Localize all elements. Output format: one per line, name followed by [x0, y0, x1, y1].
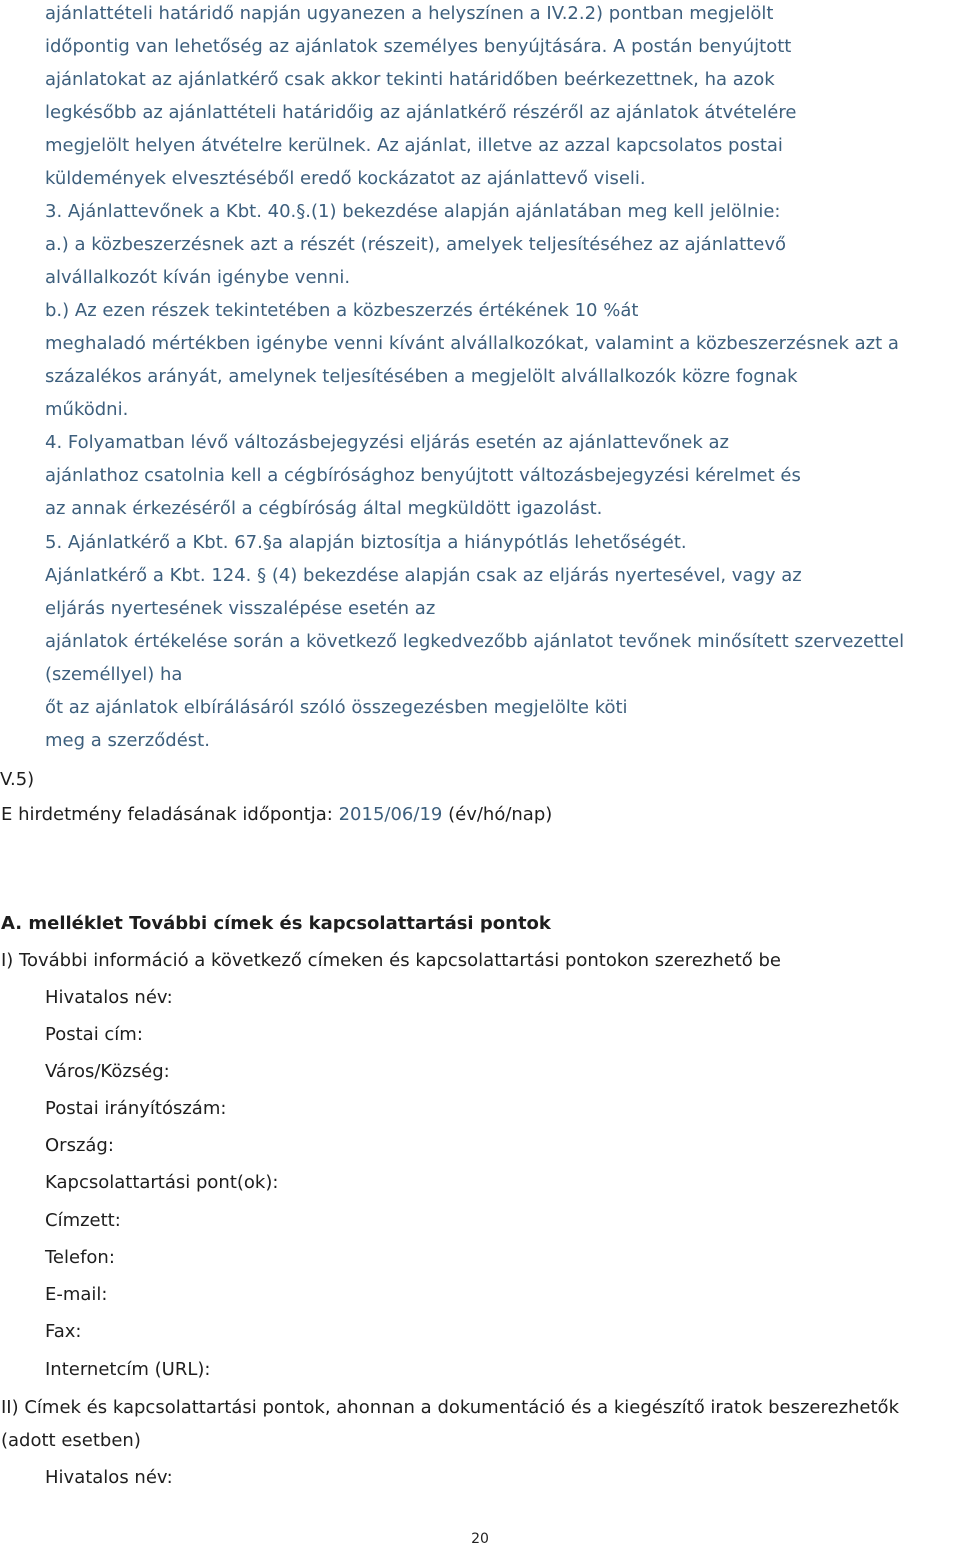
paragraph-line: 3. Ajánlattevőnek a Kbt. 40.§.(1) bekezdése alapján ajánlatában meg kell jelölnie: [45, 201, 781, 222]
contact-field-label: Fax: [45, 1321, 82, 1342]
contact-field-label: Postai cím: [45, 1024, 143, 1045]
dispatch-date-value: 2015/06/19 [338, 804, 443, 825]
paragraph-line: időpontig van lehetőség az ajánlatok személyes benyújtására. A postán benyújtott [45, 36, 792, 57]
paragraph-line: alvállalkozót kíván igénybe venni. [45, 267, 351, 288]
contact-field-label: Hivatalos név: [45, 1467, 173, 1488]
dispatch-date-row [1, 804, 552, 826]
annex-a-part-ii-heading-line1: II) Címek és kapcsolattartási pontok, ahonnan a dokumentáció és a kiegészítő iratok beszerezhetők [1, 1397, 899, 1418]
paragraph-line: százalékos arányát, amelynek teljesítésében a megjelölt alvállalkozók közre fognak [45, 366, 798, 387]
paragraph-line: b.) Az ezen részek tekintetében a közbeszerzés értékének 10 %át [45, 300, 639, 321]
paragraph-line: 5. Ajánlatkérő a Kbt. 67.§a alapján biztosítja a hiánypótlás lehetőségét. [45, 532, 687, 553]
dispatch-date-format: (év/hó/nap) [448, 804, 553, 825]
contact-field-label: Ország: [45, 1135, 114, 1156]
contact-field-label: E-mail: [45, 1284, 108, 1305]
contact-field-label: Város/Község: [45, 1061, 170, 1082]
dispatch-date-label: E hirdetmény feladásának időpontja: [1, 804, 333, 825]
contact-field-label: Telefon: [45, 1247, 115, 1268]
paragraph-line: 4. Folyamatban lévő változásbejegyzési eljárás esetén az ajánlattevőnek az [45, 432, 729, 453]
contact-field-label: Hivatalos név: [45, 987, 173, 1008]
paragraph-line: a.) a közbeszerzésnek azt a részét (részeit), amelyek teljesítéséhez az ajánlattevő [45, 234, 787, 255]
paragraph-line: megjelölt helyen átvételre kerülnek. Az ajánlat, illetve az azzal kapcsolatos postai [45, 135, 783, 156]
contact-field-label: Internetcím (URL): [45, 1359, 211, 1380]
paragraph-line: (személlyel) ha [45, 664, 183, 685]
paragraph-line: meghaladó mértékben igénybe venni kívánt alvállalkozókat, valamint a közbeszerzésnek azt a [45, 333, 899, 354]
paragraph-line: legkésőbb az ajánlattételi határidőig az ajánlatkérő részéről az ajánlatok átvételére [45, 102, 797, 123]
paragraph-line: ajánlathoz csatolnia kell a cégbírósághoz benyújtott változásbejegyzési kérelmet és [45, 465, 801, 486]
paragraph-line: küldemények elvesztéséből eredő kockázatot az ajánlattevő viseli. [45, 168, 646, 189]
annex-a-part-ii-heading-line2: (adott esetben) [1, 1430, 141, 1451]
contact-field-label: Kapcsolattartási pont(ok): [45, 1172, 279, 1193]
paragraph-line: ajánlattételi határidő napján ugyanezen a helyszínen a IV.2.2) pontban megjelölt [45, 3, 774, 24]
paragraph-line: működni. [45, 399, 129, 420]
paragraph-line: ajánlatokat az ajánlatkérő csak akkor tekinti határidőben beérkezettnek, ha azok [45, 69, 775, 90]
paragraph-line: őt az ajánlatok elbírálásáról szóló összegezésben megjelölte köti [45, 697, 628, 718]
paragraph-line: ajánlatok értékelése során a következő legkedvezőbb ajánlatot tevőnek minősített szervezettel [45, 631, 905, 652]
paragraph-line: eljárás nyertesének visszalépése esetén az [45, 598, 436, 619]
section-v5-label: V.5) [0, 769, 35, 790]
paragraph-line: az annak érkezéséről a cégbíróság által megküldött igazolást. [45, 498, 603, 519]
contact-field-label: Postai irányítószám: [45, 1098, 227, 1119]
page-number: 20 [471, 1531, 489, 1547]
annex-a-part-i-heading: I) További információ a következő címeken és kapcsolattartási pontokon szerezhető be [1, 950, 781, 971]
paragraph-line: Ajánlatkérő a Kbt. 124. § (4) bekezdése alapján csak az eljárás nyertesével, vagy az [45, 565, 802, 586]
annex-a-title: A. melléklet További címek és kapcsolattartási pontok [1, 913, 551, 934]
contact-field-label: Címzett: [45, 1210, 121, 1231]
paragraph-line: meg a szerződést. [45, 730, 210, 751]
